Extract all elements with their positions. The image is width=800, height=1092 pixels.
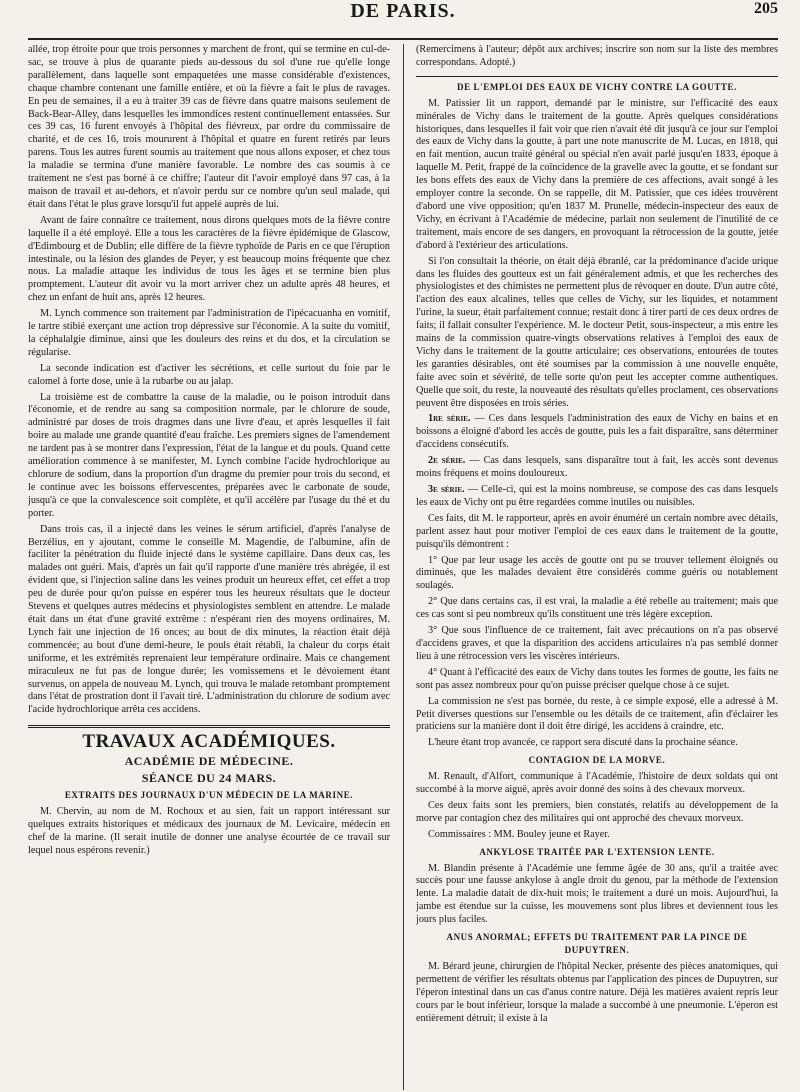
left-paragraph-2: Avant de faire connaître ce traitement, nous dirons quelques mots de la fièvre contre laquelle il a été employé. Elle a tous les caractères de la fièvre épidémique de Glascow, d'Edimbourg et de Dublin; elle diffère de la fièvre typhoïde de Paris en ce que l'éruption intestinale, ou la lésion des glandes de Peyer, y est beaucoup moins fréquente que chez nous. La maladie attaque les individus de tous les âges et se termine bien plus promptement. L'auteur dit avoir vu la mort arriver chez un adulte après 48 heures, et chez un enfant de huit ans, après 12 heures. — [28, 214, 390, 304]
series-1-text: — Ces dans lesquels l'administration des eaux de Vichy en bains et en boissons a éloigné d'abord les accès de goutte, puis les a fait disparaître, sans déterminer d'accidens consécutifs. — [416, 413, 778, 451]
series-2 — [416, 455, 778, 481]
series-3-label: 3e série. — [428, 484, 465, 495]
section-title: TRAVAUX ACADÉMIQUES. — [82, 731, 336, 753]
left-paragraph-6: Dans trois cas, il a injecté dans les veines le sérum artificiel, d'après l'analyse de Berzélius, en y ajoutant, comme le conseille M. Magendie, de l'albumine, afin de faciliter la pénétration du fluide injecté dans le système capillaire. Dans deux cas, les malades ont guéri. Mais, d'après un fait qu'il rapporte d'une manière très abrégée, il est évident que, si l'injection saline dans les veines produit un heureux effet, cet effet a trop peu de durée pour qu'on puisse en espérer tous les heureux résultats que le docteur Stevens et quelques autres médecins et physiologistes semblent en attendre. Le malade était dans un état d'une gravité extrême : n'espérant rien des moyens ordinaires, M. Lynch fait une injection de 16 onces; au bout de dix minutes, la réaction était déjà commencée; au bout d'une demi-heure, le pouls était rétabli, la chaleur du corps était uniforme, et les extrémités reprenaient leur température ordinaire. Mais ce changement miraculeux ne fut pas de longue durée; les vomissemens et le dévoiement étant survenus, on appela de nouveau M. Lynch, qui trouva le malade retombant promptement dans l'état de prostration dont il l'avait tiré. L'administration du chlorure de sodium avec l'acide hydrochlorique arrêta ces accidens. — [28, 523, 390, 716]
anus-heading: ANUS ANORMAL; EFFETS DU TRAITEMENT PAR LA PINCE DE DUPUYTREN. — [446, 932, 748, 955]
columns — [28, 44, 778, 1092]
column-divider — [403, 44, 404, 1090]
masthead-title: DE PARIS. — [350, 0, 456, 22]
left-paragraph-1: allée, trop étroite pour que trois personnes y marchent de front, qui se termine en cul-de-sac, se trouve à plus de quarante pieds au-dessous du sol d'une rue qu'elle longe parallèlement, dans laquelle sont empaquetées une masse considérable d'existences, chaque chambre contenant une famille entière, et où la fièvre a fait le plus de ravages. En peu de semaines, il a eu à traiter 39 cas de fièvre dans quatre maisons seulement de Back-Bear-Alley, dans lesquelles les immondices restent continuellement entassées. Sur ces 39 cas, 16 furent envoyés à l'hôpital des fiévreux, par ordre du commissaire de charité, et de ces 16, trois moururent à l'hôpital et quatre en furent retirés par leurs parens. Tous les autres furent soumis au traitement que nous allons exposer, et chez tous la maladie se termina d'une manière favorable. Le nombre des cas soumis à ce traitement ne s'est pas borné à ce chiffre; l'auteur dit l'avoir employé dans 97 cas, à la maison de travail et au-dehors, et n'avoir perdu sur ce nombre qu'un seul malade, qui était dans l'état le plus grave lorsqu'il fut appelé auprès de lui. — [28, 44, 390, 210]
right-paragraph-7: 3° Que sous l'influence de ce traitement, fait avec précautions on n'a pas observé d'accidens graves, et que la disparition des accidens articulaires n'a pas semblé donner lieu à une rétrocession vers les viscères intérieurs. — [416, 625, 778, 662]
left-paragraph-5: La troisième est de combattre la cause de la maladie, ou le poison introduit dans l'économie, et de rendre au sang sa composition normale, par le chlorure de soude, administré par doses de trois dragmes dans une livre d'eau, et après lesquelles il fait boire au malade une grande quantité d'eau fraîche. Les premiers signes de l'amendement ne tardent pas à se montrer dans l'expression, l'état de la langue et du pouls. Quand cette amélioration commence à se manifester, M. Lynch combine l'acide hydrochlorique au chlorure de sodium, dans la proportion d'un dragme du premier pour trois du second, et le continue avec les boissons effervescentes, préparées avec le carbonate de soude, jusqu'à ce que la convalescence soit complète, et qu'il accélère par l'usage du thé et du porter. — [28, 391, 390, 519]
series-3-text: — Celle-ci, qui est la moins nombreuse, se compose des cas dans lesquels les eaux de Vichy ont pu être regardées comme inutiles ou nuisibles. — [416, 484, 778, 508]
right-paragraph-9: La commission ne s'est pas bornée, du reste, à ce simple exposé, elle a adressé à M. Petit diverses questions sur l'ensemble ou les détails de ce traitement, afin d'éclairer les praticiens sur la manière dont il doit être dirigé, les accidens à craindre, etc. — [416, 695, 778, 733]
right-paragraph-11: M. Renault, d'Alfort, communique à l'Académie, l'histoire de deux soldats qui ont succombé à la morve aiguë, après avoir donné des soins à des chevaux morveux. — [416, 771, 778, 796]
page-number: 205 — [754, 0, 778, 17]
series-1 — [416, 413, 778, 452]
left-paragraph-3: M. Lynch commence son traitement par l'administration de l'ipécacuanha en vomitif, le tartre stibié exerçant une action trop dépressive sur l'économie. A la suite du vomitif, la céphalalgie diminue, ainsi que les douleurs des reins et du dos, et la circulation se régularise. — [28, 308, 390, 358]
right-paragraph-10: L'heure étant trop avancée, ce rapport sera discuté dans la prochaine séance. — [428, 737, 738, 749]
right-column — [416, 44, 778, 1092]
vichy-heading: DE L'EMPLOI DES EAUX DE VICHY CONTRE LA GOUTTE. — [457, 81, 737, 92]
right-paragraph-8: 4° Quant à l'efficacité des eaux de Vichy dans toutes les formes de goutte, les faits ne sont pas assez nombreux pour qu'on puisse préciser quelque chose à ce sujet. — [416, 666, 778, 691]
left-column — [28, 44, 390, 1092]
series-2-label: 2e série. — [428, 455, 466, 467]
section-rule — [28, 725, 390, 728]
right-paragraph-4: Ces faits, dit M. le rapporteur, après en avoir énuméré un certain nombre avec détails, parlent assez haut pour motiver l'emploi de ces eaux dans le traitement de la goutte, puisqu'ils démontrent : — [416, 512, 778, 550]
series-1-label: 1re série. — [428, 413, 471, 425]
session-title: SÉANCE DU 24 MARS. — [141, 771, 277, 786]
extracts-title: EXTRAITS DES JOURNAUX D'UN MÉDECIN DE LA MARINE. — [64, 789, 354, 800]
right-paragraph-1: (Remercimens à l'auteur; dépôt aux archives; inscrire son nom sur la liste des membres correspondans. Adopté.) — [416, 44, 778, 68]
right-paragraph-14: M. Blandin présente à l'Académie une femme âgée de 30 ans, qu'il a traitée avec succès pour une fausse ankylose à angle droit du genou, par la méthode de l'extension lente. La maladie datait de dix-huit mois; le traitement a duré un mois. Aujourd'hui, la jambe est étendue sur la cuisse, les mouvemens sont plus libres et deviennent tous les jours plus faciles. — [416, 862, 778, 926]
series-2-text: — Cas dans lesquels, sans disparaître tout à fait, les accès sont devenus moins fréquens et moins douloureux. — [416, 455, 778, 480]
academy-title: ACADÉMIE DE MÉDECINE. — [124, 754, 294, 769]
left-paragraph-7: M. Chervin, au nom de M. Rochoux et au sien, fait un rapport intéressant sur quelques extraits historiques et médicaux des journaux de M. Levicaire, médecin en chef de la marine. (Il serait inutile de donner une analyse écourtée de ce travail sur lequel nous espérons revenir.) — [28, 805, 390, 856]
right-paragraph-13: Commissaires : MM. Bouley jeune et Rayer. — [428, 828, 610, 840]
ankylose-heading: ANKYLOSE TRAITÉE PAR L'EXTENSION LENTE. — [479, 846, 715, 857]
left-paragraph-4: La seconde indication est d'activer les sécrétions, et celle surtout du foie par le calomel à forte dose, unie à la rubarbe ou au jalap. — [28, 362, 390, 387]
masthead — [28, 0, 778, 40]
series-3 — [416, 484, 778, 510]
right-paragraph-15: M. Bérard jeune, chirurgien de l'hôpital Necker, présente des pièces anatomiques, qui permettent de vérifier les résultats obtenus par l'application des pinces de Dupuytren, sur l'éperon intestinal dans un cas d'anus contre nature. Déjà les matières avaient repris leur cours par le bout inférieur, lorsque la malade a succombé à une pneumonie. L'éperon est entièrement détruit; il existe à la — [416, 960, 778, 1024]
right-paragraph-6: 2° Que dans certains cas, il est vrai, la maladie a été rebelle au traitement; mais que ces cas sont si peu nombreux qu'ils constituent une très légère exception. — [416, 596, 778, 621]
right-paragraph-5: 1° Que par leur usage les accès de goutte ont pu se trouver tellement éloignés ou diminués, que les malades devaient être considérés comme guéris ou notablement soulagés. — [416, 554, 778, 592]
right-paragraph-2: M. Patissier lit un rapport, demandé par le ministre, sur l'efficacité des eaux minérales de Vichy dans le traitement de la goutte. Après quelques considérations historiques, dans lesquelles il fait voir que rien n'avait été dit jusqu'à ce jour sur l'emploi des eaux de Vichy dans la goutte, à part une note manuscrite de M. Lucas, en 1818, qui en fait mention, aucun traité général ou spécial n'en avait parlé jusqu'en 1833, époque à laquelle M. Petit, frappé de la coïncidence de la gravelle avec la goutte, et se fondant sur les bons effets des eaux de Vichy dans la première de ces affections, avait songé à les employer contre la seconde. On se rappelle, dit M. Patissier, que ces idées trouvèrent d'abord une vive opposition; qu'en 1837 M. Prunelle, médecin-inspecteur des eaux de Vichy, en écrivant à l'Académie de médecine, parlait non seulement de l'inutilité de ce traitement, mais encore de ses dangers, en provoquant la rétrocession de la goutte, jetée d'abord à l'extérieur des articulations. — [416, 97, 778, 251]
morve-heading: CONTAGION DE LA MORVE. — [528, 755, 666, 766]
rule — [416, 76, 778, 77]
right-paragraph-3: Si l'on consultait la théorie, on était déjà ébranlé, car la prédominance d'acide urique dans les fluides des goutteux est un fait généralement admis, et que les recherches des physiologistes et des chimistes ne permettent plus de révoquer en doute. D'un autre côté, l'action des eaux alcalines, telles que celles de Vichy, sur les liquides, et notamment l'urine, la sueur, était parfaitement connue; restait donc à tirer parti de ces deux ordres de faits; il fallait consulter l'expérience. M. le docteur Petit, sous-inspecteur, a mis entre les mains de la commission quatre-vingts observations relatives à l'emploi des eaux de Vichy dans le traitement de la goutte articulaire; ces observations, entourées de toutes les garanties désirables, ont été soumises par la commission à une nouvelle enquête, faite avec soin et sévérité, de telle sorte qu'on peut les accepter comme authentiques. Quelle que soit, du reste, la nouveauté des résultats qu'elles proclament, ces observations peuvent être disposées en trois séries. — [416, 255, 778, 409]
right-paragraph-12: Ces deux faits sont les premiers, bien constatés, relatifs au développement de la morve par contagion chez des militaires qui ont approché des chevaux morveux. — [416, 799, 778, 824]
